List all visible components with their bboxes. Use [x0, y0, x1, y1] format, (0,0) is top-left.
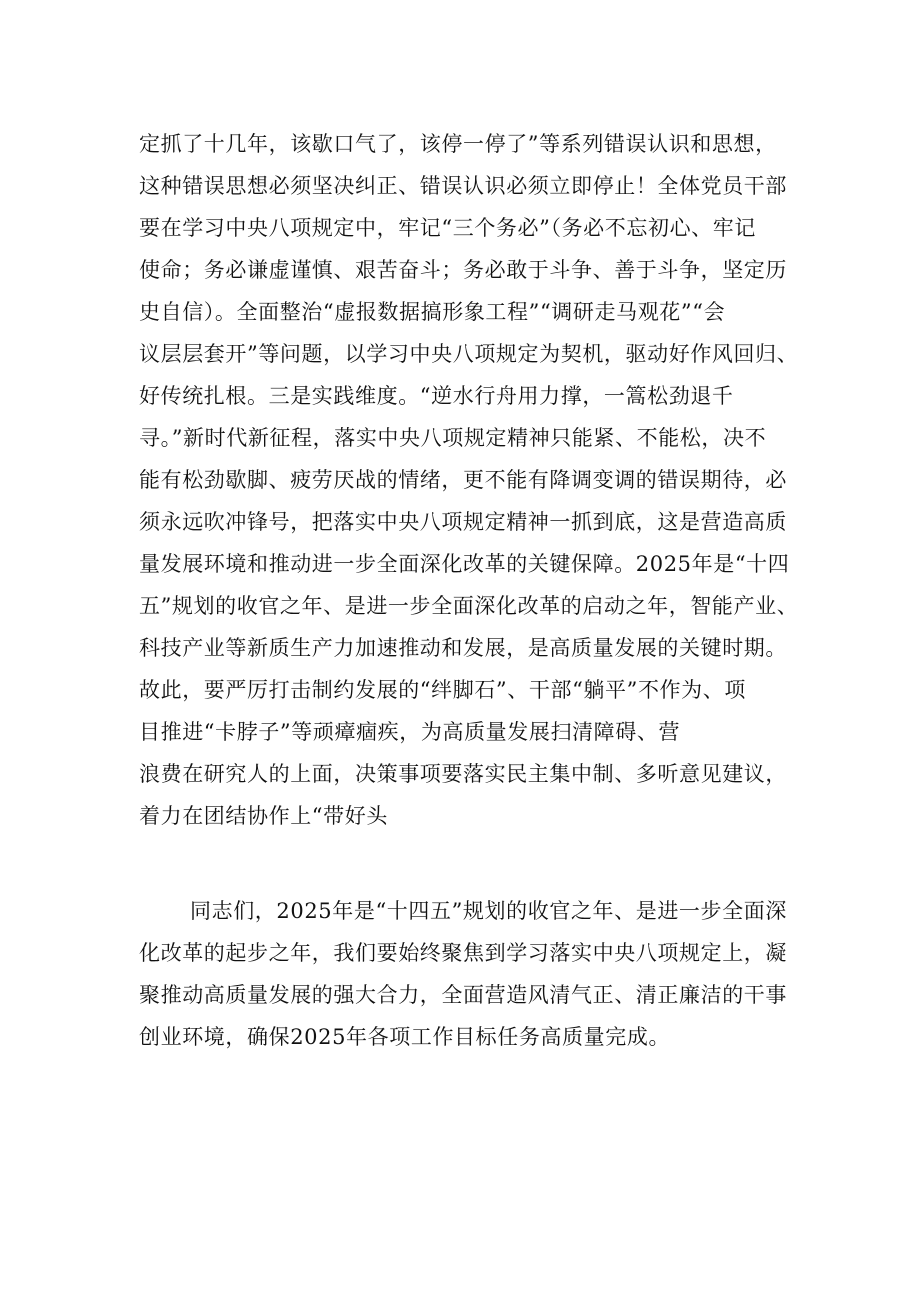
paragraph-first-line: 同志们，2025年是“十四五”规划的收官之年、是进一步全面深 — [190, 899, 787, 923]
body-text-line: 要在学习中央八项规定中，牢记“三个务必”（务必不忘初心、牢记 — [139, 216, 756, 240]
body-text-line: 故此，要严厉打击制约发展的“绊脚石”、干部“躺平”不作为、项 — [139, 678, 746, 702]
body-text-line: 科技产业等新质生产力加速推动和发展，是高质量发展的关键时期。 — [139, 636, 787, 660]
body-text-line: 议层层套开”等问题，以学习中央八项规定为契机，驱动好作风回归、 — [139, 342, 799, 366]
body-text-line: 创业环境，确保2025年各项工作目标任务高质量完成。 — [139, 1025, 671, 1049]
body-text-line: 化改革的起步之年，我们要始终聚焦到学习落实中央八项规定上，凝 — [139, 941, 787, 965]
body-text-line: 好传统扎根。三是实践维度。“逆水行舟用力撑，一篙松劲退千 — [139, 384, 734, 408]
body-text-line: 这种错误思想必须坚决纠正、错误认识必须立即停止！全体党员干部 — [139, 174, 787, 198]
body-text-line: 寻。”新时代新征程，落实中央八项规定精神只能紧、不能松，决不 — [139, 426, 767, 450]
body-text-line: 五”规划的收官之年、是进一步全面深化改革的启动之年，智能产业、 — [139, 594, 799, 618]
body-text-line: 浪费在研究人的上面，决策事项要落实民主集中制、多听意见建议， — [139, 762, 787, 786]
body-text-line: 着力在团结协作上“带好头 — [139, 804, 388, 828]
body-text-line: 史自信）。全面整治“虚报数据搞形象工程”“调研走马观花”“会 — [139, 300, 726, 324]
body-text-line: 定抓了十几年，该歇口气了，该停一停了”等系列错误认识和思想， — [139, 132, 777, 156]
body-text-line: 目推进“卡脖子”等顽瘴痼疾，为高质量发展扫清障碍、营 — [139, 720, 681, 744]
body-text-line: 能有松劲歇脚、疲劳厌战的情绪，更不能有降调变调的错误期待，必 — [139, 468, 787, 492]
body-text-line: 使命；务必谦虚谨慎、艰苦奋斗；务必敢于斗争、善于斗争，坚定历 — [139, 258, 787, 282]
body-text-line: 须永远吹冲锋号，把落实中央八项规定精神一抓到底，这是营造高质 — [139, 510, 787, 534]
body-text-line: 聚推动高质量发展的强大合力，全面营造风清气正、清正廉洁的干事 — [139, 983, 787, 1007]
body-text-line: 量发展环境和推动进一步全面深化改革的关键保障。2025年是“十四 — [139, 552, 790, 576]
